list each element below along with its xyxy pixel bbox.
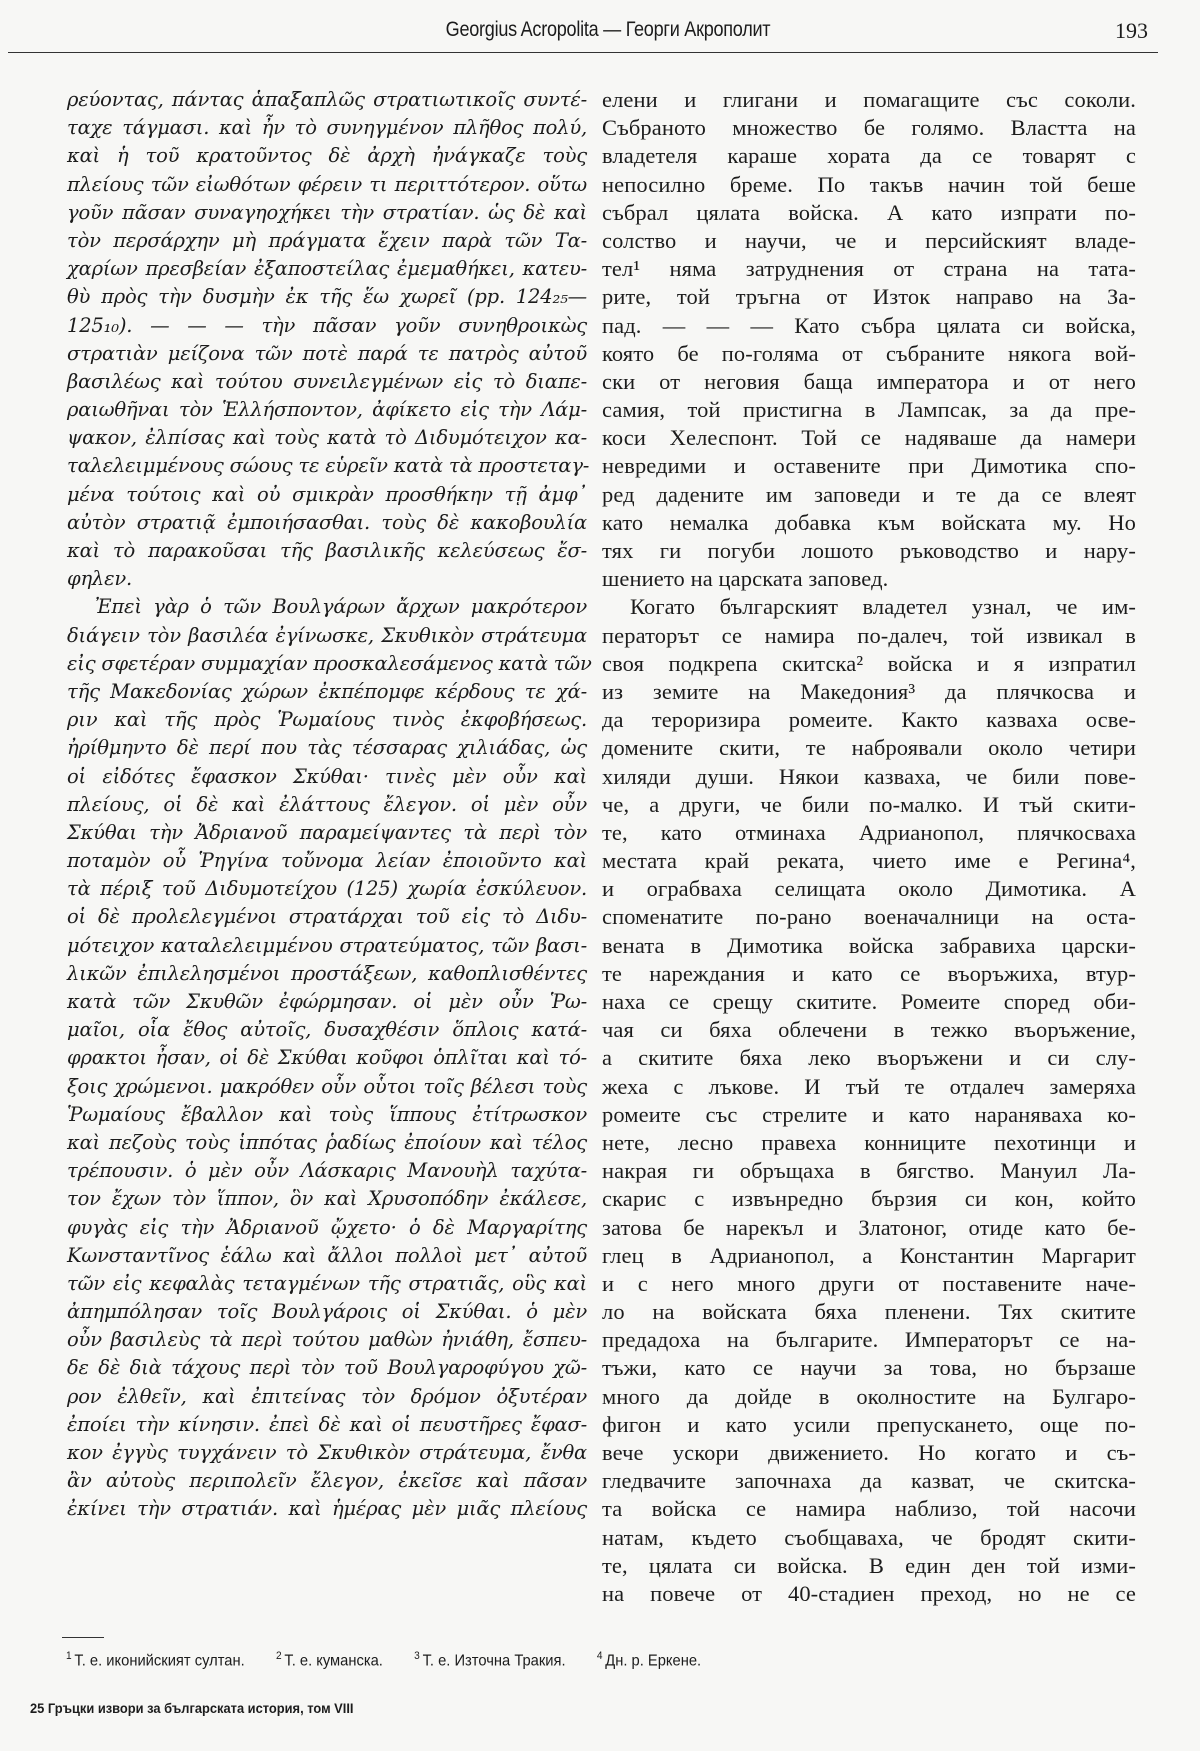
text-line: а скитите бяха леко въоръжени и си слу- <box>602 1045 1136 1071</box>
text-line: φυγὰς εἰς τὴν Ἀδριανοῦ ᾤχετο· ὁ δὲ Μαργαρίτης <box>67 1215 587 1239</box>
text-line: домените скити, те наброявали около четири <box>602 735 1136 761</box>
text-line: те, като отминаха Адрианопол, плячкосваха <box>602 819 1136 845</box>
text-line: рите, той тръгна от Изток направо на За- <box>602 284 1136 310</box>
footnote-marker: 1 <box>66 1650 72 1662</box>
text-line: вече ускори движението. Но когато и съ- <box>602 1440 1136 1465</box>
text-line: наха се срещу скитите. Ромеите според оби- <box>602 989 1136 1014</box>
text-line: καὶ τὸ παρακοῦσαι τῆς βασιλικῆς κελεύσεως ἔσ- <box>67 539 587 562</box>
text-line: ред дадените им заповеди и те да се влеят <box>602 481 1136 507</box>
text-line: 125₁₀). — — — τὴν πᾶσαν γοῦν συνηθροικὼς <box>67 313 587 337</box>
text-line: много да дойде в околностите на Булгаро- <box>602 1383 1136 1409</box>
text-line: затова бе нарекъл и Златоног, отиде като бе- <box>602 1214 1136 1240</box>
text-line: φρακτοι ἦσαν, οἱ δὲ Σκύθαι κοῦφοι ὁπλῖται καὶ τό- <box>67 1046 587 1070</box>
text-line: ψακον, ἐλπίσας καὶ τοὺς κατὰ τὸ Διδυμότειχον κα- <box>67 426 587 450</box>
text-line: споменатите по-рано военачалници на оста- <box>602 904 1136 930</box>
footnote-rule <box>62 1637 104 1638</box>
text-line: Κωνσταντῖνος ἑάλω καὶ ἄλλοι πολλοὶ μετ᾿ αὐτοῦ <box>67 1243 587 1267</box>
text-line: ромеите със стрелите и като нараняваха ко- <box>602 1101 1136 1127</box>
footnote-text: Т. е. иконийският султан. <box>74 1652 245 1670</box>
text-line: Когато българският владетел узнал, че им- <box>630 594 1136 620</box>
text-line: ξοις χρώμενοι. μακρόθεν οὖν οὗτοι τοῖς βέλεσι τοὺς <box>67 1074 587 1098</box>
text-line: Ῥωμαίους ἔβαλλον καὶ τοὺς ἵππους ἐτίτρωσκον <box>67 1102 587 1126</box>
text-line: и ограбваха селищата около Димотика. А <box>602 876 1136 902</box>
text-line: да тероризира ромеите. Както казваха осве- <box>602 707 1136 733</box>
text-line: скарис с извънредно бързия си кон, който <box>602 1186 1136 1212</box>
footnote-text: Дн. р. Еркене. <box>605 1652 702 1670</box>
text-line: хиляди души. Някои казваха, че били пове- <box>602 763 1136 789</box>
page-number: 193 <box>1115 18 1148 43</box>
text-line: τῆς Μακεδονίας χώρων ἐκπέπομφε κέρδους τε χά- <box>67 679 587 703</box>
text-line: вената в Димотика войска забравиха царски- <box>602 932 1136 958</box>
text-line: καὶ πεζοὺς τοὺς ἱππότας ῥαδίως ἐποίουν καὶ τέλος <box>67 1130 587 1154</box>
text-line: самия, той пристигна в Лампсак, за да пре- <box>602 397 1136 423</box>
text-line: нете, лесно правеха конниците пехотинци и <box>602 1129 1136 1155</box>
text-line: μένα τούτοις καὶ οὐ σμικρὰν προσθήκην τῇ ἀμφ᾿ <box>67 482 587 506</box>
text-line: τρέπουσιν. ὁ μὲν οὖν Λάσκαρις Μανουὴλ ταχύτα- <box>67 1159 587 1183</box>
text-line: Σκύθαι τὴν Ἀδριανοῦ παραμείψαντες τὰ περὶ τὸν <box>67 820 587 844</box>
text-line: ски от неговия баща императора и от него <box>602 368 1136 394</box>
running-title: Georgius Acropolita — Георги Акрополит <box>445 18 771 41</box>
text-line: Събраното множество бе голямо. Властта на <box>602 115 1136 141</box>
text-line: μαῖοι, οἷα ἔθος αὐτοῖς, δυσαχθέσιν ὅπλοις κατά- <box>67 1018 587 1042</box>
text-line: своя подкрепа скитска² войска и я изпратил <box>602 650 1136 676</box>
text-line: на повече от 40-стадиен преход, но не се <box>602 1580 1136 1606</box>
text-line: χαρίων πρεσβείαν ἐξαποστείλας ἐμεμαθήκει, κατευ- <box>67 257 587 281</box>
text-line: ἀπημπόλησαν τοῖς Βουλγάροις οἱ Σκύθαι. ὁ μὲν <box>67 1300 587 1324</box>
text-line: οὖν βασιλεὺς τὰ περὶ τούτου μαθὼν ἠνιάθη, ἔσπευ- <box>67 1328 587 1352</box>
text-line: из земите на Македония³ да плячкосва и <box>602 678 1136 704</box>
footnote-marker: 3 <box>414 1650 420 1662</box>
text-line: κον ἐγγὺς τυγχάνειν τὸ Σκυθικὸν στράτευμα, ἔνθα <box>67 1441 587 1464</box>
text-line: οἱ δὲ προλελεγμένοι στρατάρχαι τοῦ εἰς τὸ Διδυ- <box>67 905 587 929</box>
text-line: μότειχον καταλελειμμένου στρατεύματος, τῶν βασι- <box>67 933 587 957</box>
footnotes <box>66 1650 1041 1676</box>
text-line: владетеля караше хората да се товарят с <box>602 143 1136 169</box>
text-line: коси Хелеспонт. Той се надяваше да намери <box>602 425 1136 451</box>
footnote-4 <box>597 1650 701 1676</box>
text-line: предадоха на българите. Императорът се на- <box>602 1327 1136 1353</box>
text-line: че, а други, че били по-малко. И тъй скити- <box>602 791 1136 817</box>
text-line: те нареждания и като се въоръжиха, втур- <box>602 960 1136 986</box>
text-line: ρον ἐλθεῖν, καὶ ἐπιτείνας τὸν δρόμον ὀξυτέραν <box>67 1384 587 1408</box>
text-line: ρεύοντας, πάντας ἁπαξαπλῶς στρατιωτικοῖς συντέ- <box>67 88 587 111</box>
text-line: и с него много други от поставените наче- <box>602 1270 1136 1296</box>
text-line: солство и научи, че и персийският владе- <box>602 227 1136 253</box>
text-line: ριν καὶ τῆς πρὸς Ῥωμαίους τινὸς ἐκφοβήσεως. <box>67 708 587 732</box>
footnote-marker: 4 <box>596 1650 603 1662</box>
text-line: ἐκίνει τὴν στρατιάν. καὶ ἡμέρας μὲν μιᾶς πλείους <box>67 1497 587 1521</box>
text-line: която бе по-голяма от събраните някога вой- <box>602 340 1136 366</box>
text-line: тях ги погуби лошото ръководство и нару- <box>602 538 1136 563</box>
text-line: εἰς σφετέραν συμμαχίαν προσκαλεσάμενος κατὰ τῶν <box>67 651 592 675</box>
text-line: οἱ εἰδότες ἔφασκον Σκύθαι· τινὲς μὲν οὖν καὶ <box>67 764 587 788</box>
text-line: τὸν περσάρχην μὴ πράγματα ἔχειν παρὰ τῶν Τα- <box>67 228 587 252</box>
text-line: невредими и оставените при Димотика спо- <box>602 453 1136 479</box>
text-line: γοῦν πᾶσαν συναγηοχήκει τὴν στρατίαν. ὡς δὲ καὶ <box>67 200 587 224</box>
text-line: чая си бяха облечени в тежко въоръжение, <box>602 1017 1136 1043</box>
footnote-1 <box>66 1650 245 1676</box>
text-line: κατὰ τῶν Σκυθῶν ἐφώρμησαν. οἱ μὲν οὖν Ῥω- <box>67 990 587 1013</box>
text-line: ло на войската бяха пленени. Тях скитите <box>602 1299 1136 1325</box>
text-line: πλείους τῶν εἰωθότων φέρειν τι περιττότερον. οὕτω <box>67 172 587 196</box>
signature-colophon: 25 Гръцки извори за българската история, том VIII <box>30 1700 354 1716</box>
text-line: накрая ги обръщаха в бягство. Мануил Ла- <box>602 1158 1136 1184</box>
text-line: Ἐπεὶ γὰρ ὁ τῶν Βουλγάρων ἄρχων μακρότερον <box>95 595 587 619</box>
text-line: βασιλέως καὶ τούτου συνειλεγμένων εἰς τὸ διαπε- <box>67 369 587 393</box>
footnote-2 <box>276 1650 383 1676</box>
text-line: ператорът се намира по-далеч, той извикал в <box>602 622 1136 648</box>
text-line: та войска се намира наблизо, той насочи <box>602 1496 1136 1522</box>
text-line: събрал цялата войска. А като изпрати по- <box>602 199 1136 225</box>
footnote-marker: 2 <box>275 1650 282 1662</box>
text-line: като немалка добавка към войската му. Но <box>602 509 1136 535</box>
text-line: натам, където съобщаваха, че бродят скити- <box>602 1524 1136 1550</box>
text-line: ἐποίει τὴν κίνησιν. ἐπεὶ δὲ καὶ οἱ πευστῆρες ἔφασ- <box>67 1412 587 1436</box>
text-line: πλείους, οἱ δὲ καὶ ἐλάττους ἔλεγον. οἱ μὲν οὖν <box>67 792 587 816</box>
text-line: местата край реката, чието име е Регина⁴, <box>602 848 1136 874</box>
text-line: τῶν εἰς κεφαλὰς τεταγμένων τῆς στρατιᾶς, οὓς καὶ <box>67 1271 587 1295</box>
footnote-text: Т. е. куманска. <box>284 1652 383 1670</box>
text-line: ἂν αὐτοὺς περιπολεῖν ἔλεγον, ἐκεῖσε καὶ πᾶσαν <box>67 1469 587 1493</box>
text-line: στρατιὰν μείζονα τῶν ποτὲ παρά τε πατρὸς αὐτοῦ <box>67 341 587 365</box>
text-line: тъжи, като се научи за това, но бързаше <box>602 1355 1136 1381</box>
text-line: τον ἔχων τὸν ἵππον, ὃν καὶ Χρυσοπόδην ἐκάλεσε, <box>67 1187 587 1211</box>
text-line: καὶ ἡ τοῦ κρατοῦντος δὲ ἀρχὴ ἠνάγκαζε τοὺς <box>67 144 587 168</box>
header-rule <box>8 52 1158 53</box>
text-line: фигон и като усили препускането, още по- <box>602 1411 1136 1437</box>
text-line: λικῶν ἐπιλελησμένοι προστάξεων, καθοπλισθέντες <box>67 961 587 985</box>
text-line: те, цялата си войска. В един ден той изми- <box>602 1552 1136 1578</box>
text-line: ραιωθῆναι τὸν Ἑλλήσποντον, ἀφίκετο εἰς τὴν Λάμ- <box>67 398 587 422</box>
text-line: гледвачите започнаха да казват, че скитска- <box>602 1468 1136 1494</box>
text-line: елени и глигани и помагащите със соколи. <box>602 87 1136 112</box>
footnote-text: Т. е. Източна Тракия. <box>422 1652 566 1670</box>
text-line: ταχε τάγμασι. καὶ ἦν τὸ συνηγμένον πλῆθος πολύ, <box>67 116 587 140</box>
text-line: τὰ πέριξ τοῦ Διδυμοτείχου (125) χωρία ἐσκύλευον. <box>67 877 587 901</box>
text-line: φηλεν. <box>67 567 133 591</box>
text-line: ταλελειμμένους σώους τε εὑρεῖν κατὰ τὰ προστεταγ- <box>67 454 590 478</box>
text-line: διάγειν τὸν βασιλέα ἐγίνωσκε, Σκυθικὸν στράτευμα <box>67 623 587 647</box>
text-line: αὐτὸν στρατιᾷ ἐμποιήσασθαι. τοὺς δὲ κακοβουλία <box>67 510 587 534</box>
text-line: жеха с лъкове. И тъй те отдалеч замеряха <box>602 1073 1136 1099</box>
text-line: тел¹ няма затруднения от страна на тата- <box>602 256 1136 282</box>
text-line: глец в Адрианопол, а Константин Маргарит <box>602 1242 1136 1268</box>
text-line: ποταμὸν οὗ Ῥηγίνα τοὔνομα λείαν ἐποιοῦντο καὶ <box>67 849 587 873</box>
greek-text-column <box>67 86 592 1524</box>
text-line: пад. — — — Като събра цялата си войска, <box>602 312 1136 338</box>
text-line: шението на царската заповед. <box>602 566 889 592</box>
footnote-3 <box>414 1650 565 1676</box>
text-line: непосилно бреме. По такъв начин той беше <box>602 171 1136 197</box>
running-head <box>68 14 1148 54</box>
text-line: θὺ πρὸς τὴν δυσμὴν ἐκ τῆς ἕω χωρεῖ (pp. 124₂₅— <box>67 285 587 309</box>
bulgarian-translation-column <box>602 86 1136 1608</box>
text-line: ἠρίθμηντο δὲ περί που τὰς τέσσαρας χιλιάδας, ὡς <box>67 736 587 760</box>
text-line: δε δὲ διὰ τάχους περὶ τὸν τοῦ Βουλγαροφύγου χῶ- <box>67 1356 587 1380</box>
